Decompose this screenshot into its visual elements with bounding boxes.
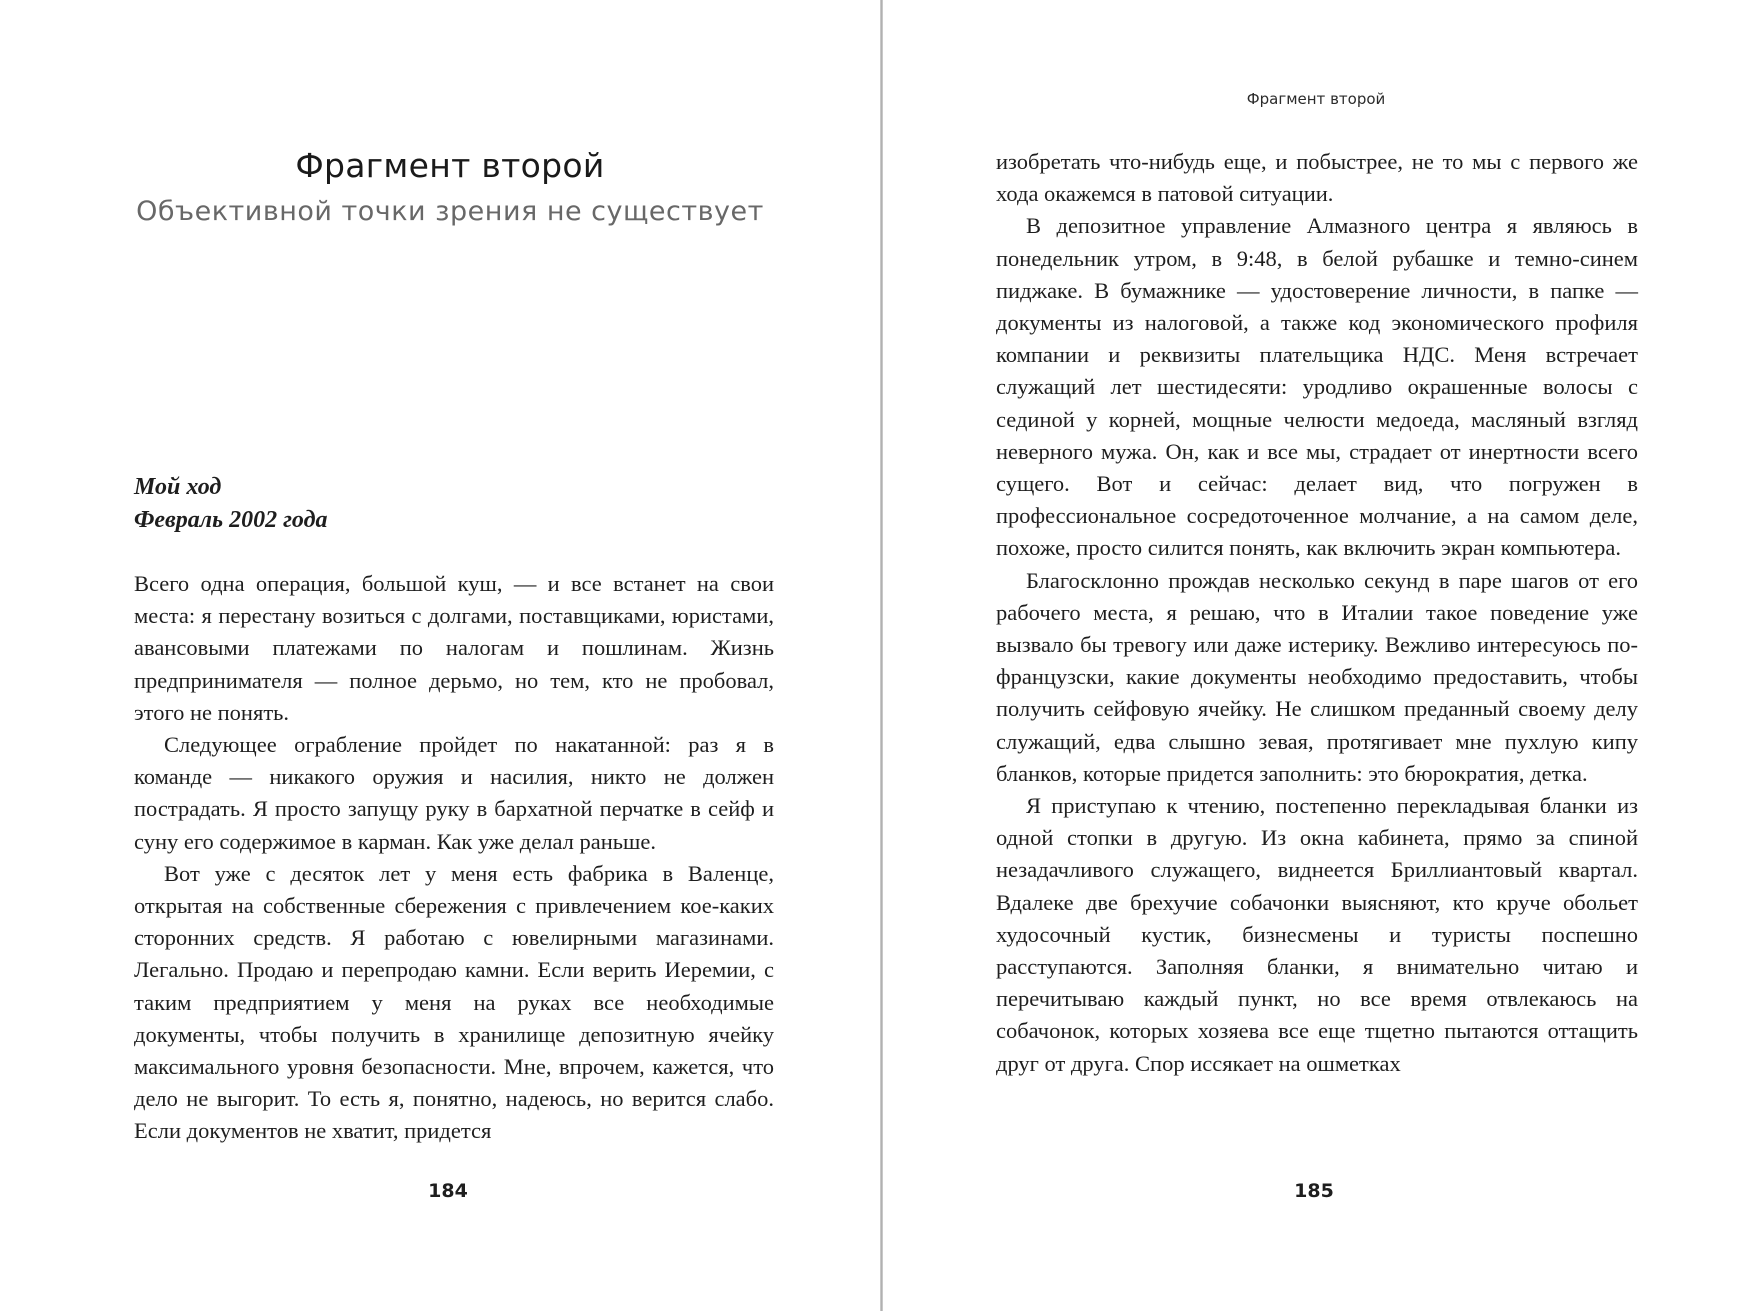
paragraph: Я приступаю к чтению, постепенно перекладывая бланки из одной стопки в другую. Из окна кабинета, прямо за спиной незадачливого служащего, виднеется Бриллиантовый квартал. Вдалеке две брехучие собачонки выясняют, кто круче обольет худосочный кустик, бизнесмены и туристы поспешно расступаются. Заполняя бланки, я внимательно читаю и перечитываю каждый пункт, но все время отвлекаюсь на собачонок, которых хозяева все еще тщетно пытаются оттащить друг от друга. Спор иссякает на ошметках bbox=[996, 793, 1638, 1076]
paragraph: Вот уже с десяток лет у меня есть фабрика в Валенце, открытая на собственные сбережения с привлечением кое-каких сторонних средств. Я работаю с ювелирными магазинами. Легально. Продаю и перепродаю камни. Если верить Иеремии, с таким предприятием у меня на руках все необходимые документы, чтобы получить в хранилище депозитную ячейку максимального уровня безопасности. Мне, впрочем, кажется, что дело не выгорит. То есть я, понятно, надеюсь, но верится слабо. Если документов не хватит, придется bbox=[134, 860, 774, 1144]
paragraph: изобретать что-нибудь еще, и побыстрее, не то мы с первого же хода окажемся в патовой ситуации. bbox=[996, 149, 1638, 207]
chapter-subtitle: Объективной точки зрения не существует bbox=[136, 196, 764, 227]
paragraph: Следующее ограбление пройдет по накатанной: раз я в команде — никакого оружия и насилия, никто не должен пострадать. Я просто запущу руку в бархатной перчатке в сейф и суну его содержимое в карман. Как уже делал раньше. bbox=[134, 732, 774, 854]
section-heading-title: Мой ход bbox=[134, 474, 222, 500]
section-heading bbox=[134, 471, 774, 537]
paragraph: Всего одна операция, большой куш, — и все встанет на свои места: я перестану возиться с долгами, поставщиками, юристами, авансовыми платежами по налогам и пошлинам. Жизнь предпринимателя — полное дерьмо, но тем, кто не пробовал, этого не понять. bbox=[134, 571, 774, 725]
paragraph: Благосклонно прождав несколько секунд в паре шагов от его рабочего места, я решаю, что в Италии такое поведение уже вызвало бы тревогу или даже истерику. Вежливо интересуюсь по-французски, какие документы необходимо предоставить, чтобы получить сейфовую ячейку. Не слишком преданный своему делу служащий, едва слышно зевая, протягивает мне пухлую кипу бланков, которые придется заполнить: это бюрократия, детка. bbox=[996, 567, 1638, 786]
page-number-left: 184 bbox=[428, 1180, 468, 1202]
page-number-right: 185 bbox=[1294, 1180, 1334, 1202]
right-page-body bbox=[996, 146, 1638, 1080]
chapter-title: Фрагмент второй bbox=[295, 146, 605, 185]
running-head: Фрагмент второй bbox=[1246, 90, 1386, 108]
paragraph: В депозитное управление Алмазного центра я являюсь в понедельник утром, в 9:48, в белой рубашке и темно-синем пиджаке. В бумажнике — удостоверение личности, в папке — документы из налоговой, а также код экономического профиля компании и реквизиты плательщика НДС. Меня встречает служащий лет шестидесяти: уродливо окрашенные волосы с сединой у корней, мощные челюсти медоеда, масляный взгляд неверного мужа. Он, как и все мы, страдает от инертности всего сущего. Вот и сейчас: делает вид, что погружен в профессиональное сосредоточенное молчание, а на самом деле, похоже, просто силится понять, как включить экран компьютера. bbox=[996, 213, 1638, 561]
section-heading-date: Февраль 2002 года bbox=[134, 507, 328, 533]
left-page-body bbox=[134, 568, 774, 1148]
